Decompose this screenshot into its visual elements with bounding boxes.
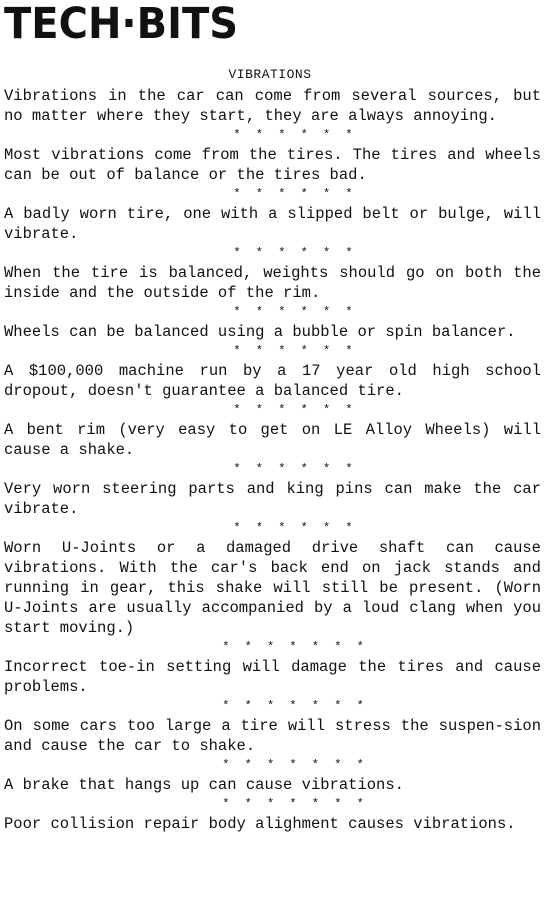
paragraph: Vibrations in the car can come from several sources, but no matter where they start, they are always annoying.	[4, 87, 541, 125]
paragraph: Poor collision repair body alighment causes vibrations.	[4, 815, 516, 833]
paragraph: Incorrect toe-in setting will damage the tires and cause problems.	[4, 658, 541, 696]
separator: * * * * * *	[233, 246, 357, 260]
paragraph: When the tire is balanced, weights should go on both the inside and the outside of the rim.	[4, 264, 541, 302]
separator: * * * * * *	[233, 128, 357, 142]
paragraph: A badly worn tire, one with a slipped belt or bulge, will vibrate.	[4, 205, 541, 243]
separator: * * * * * *	[233, 462, 357, 476]
article-title: VIBRATIONS	[228, 67, 312, 82]
paragraph: Most vibrations come from the tires. The tires and wheels can be out of balance or the tires bad.	[4, 146, 541, 184]
paragraph: A brake that hangs up can cause vibrations.	[4, 776, 404, 794]
paragraph: Wheels can be balanced using a bubble or spin balancer.	[4, 323, 516, 341]
paragraph: Worn U-Joints or a damaged drive shaft can cause vibrations. With the car's back end on jack stands and running in gear, this shake will still be present. (Worn U-Joints are usually accompanied by a loud clang when you start moving.)	[4, 539, 541, 637]
paragraph: A bent rim (very easy to get on LE Alloy Wheels) will cause a shake.	[4, 421, 541, 459]
separator: * * * * * *	[233, 187, 357, 201]
paragraph: Very worn steering parts and king pins can make the car vibrate.	[4, 480, 541, 518]
separator: * * * * * *	[233, 344, 357, 358]
separator: * * * * * *	[233, 305, 357, 319]
paragraph: A $100,000 machine run by a 17 year old high school dropout, doesn't guarantee a balanced tire.	[4, 362, 541, 400]
separator: * * * * * *	[233, 403, 357, 417]
article-body	[4, 86, 541, 834]
separator: * * * * * * *	[222, 758, 368, 772]
separator: * * * * * * *	[222, 699, 368, 713]
separator: * * * * * * *	[222, 797, 368, 811]
separator: * * * * * *	[233, 521, 357, 535]
paragraph: On some cars too large a tire will stress the suspen-sion and cause the car to shake.	[4, 717, 541, 755]
masthead: TECH·BITS	[4, 0, 239, 49]
separator: * * * * * * *	[222, 640, 368, 654]
